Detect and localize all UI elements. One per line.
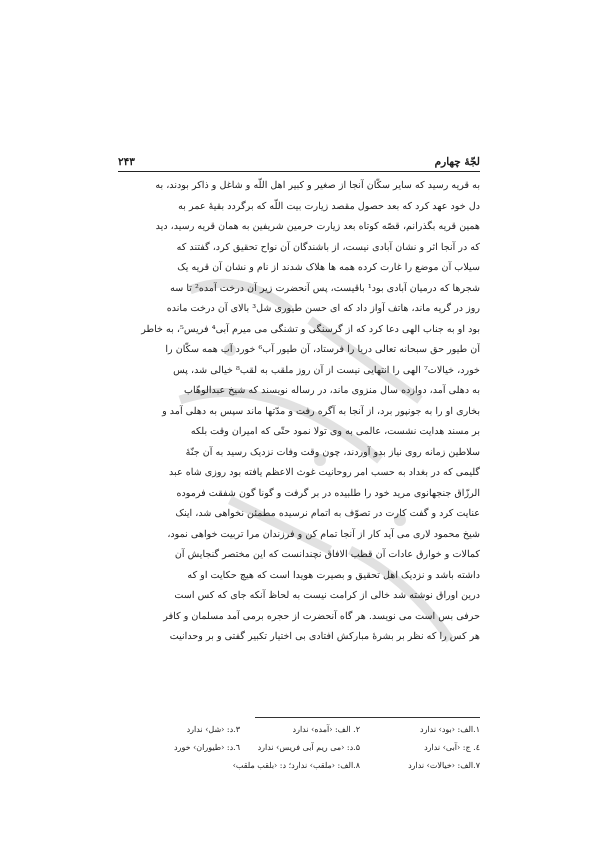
- header-rule: [118, 171, 480, 172]
- text-line: خورد، خیالات⁷ الهی را انتهایی نیست از آن روز ملقب به لقب⁸ خیالی شد، پس: [173, 364, 480, 376]
- text-line: سیلاب آن موضع را غارت کرده همه ها هلاک شدند از نام و نشان آن قریه یک: [177, 262, 480, 273]
- footnotes: [118, 721, 480, 775]
- text-line: گلیمی که در بغداد به حسب امر روحانیت غوث الاعظم یافته بود روزی شاه عبد: [169, 467, 480, 478]
- running-header: [118, 150, 480, 168]
- footnote-3: ۳.د: ‹شل› ندارد: [186, 725, 240, 734]
- text-line: سلاطین زمانه روی نیاز بدو آوردند، چون وقت وفات نزدیک رسید به آن جنّهٔ: [185, 446, 480, 458]
- body-text: [118, 176, 480, 648]
- text-line: درین اوراق نوشته شد خالی از کرامت نیست به لحاظ آنکه جای که کس است: [174, 590, 480, 601]
- footnote-8: ۸.الف: ‹ملقب› ندارد؛ د: ‹بلقب ملقب›: [232, 761, 360, 770]
- text-line: بخاری او را به جونپور برد، از آنجا به آگره رفت و مدّتها ماند سپس به دهلی آمد و: [162, 405, 480, 417]
- text-line: عنایت کرد و گفت کارت در تصوّف به اتمام نرسیده مطمئن نخواهی شد، اینک: [175, 508, 480, 519]
- text-line: به دهلی آمد، دوازده سال منزوی ماند، در رساله نویسند که شیخ عبدالوهّاب: [183, 385, 480, 396]
- text-line: همین قریه بگذرانم، قصّه کوتاه بعد زیارت حرمین شریفین به همان قریه رسید، دید: [155, 221, 480, 232]
- text-line: داشته باشد و نزدیک اهل تحقیق و بصیرت هویدا است که هیچ حکایت او که: [187, 569, 480, 581]
- footnote-1: ۱.الف: ‹بود› ندارد: [420, 725, 480, 734]
- text-line: شجرها که درمیان آبادی بود¹ باقیست، پس آنحضرت زیر آن درخت آمده² تا سه: [170, 282, 480, 294]
- text-line: روز در گریه ماند، هاتف آواز داد که ای حسن طیوری شل³ بالای آن درخت مانده: [166, 303, 480, 314]
- text-line: به قریه رسید که سایر سکّان آنجا از صغیر و کبیر اهل اللّه و شاغل و ذاکر بودند، به: [155, 180, 480, 191]
- footnote-row: [118, 757, 480, 775]
- footnote-6: ٦.د: ‹طیوران› خورد: [174, 743, 240, 752]
- text-line: بود او به جناب الهی دعا کرد که از گرسنگی و تشنگی می میرم آبی⁴ فریس⁵، به خاطر: [141, 323, 480, 335]
- footnote-4: ٤. ج: ‹آبی› ندارد: [424, 743, 480, 752]
- footnote-row: [118, 739, 480, 757]
- footnote-rule: [255, 717, 480, 718]
- footnote-row: [118, 721, 480, 739]
- footnote-5: ۵.د: ‹می ریم آبی فریس› ندارد: [257, 743, 360, 752]
- footnote-7: ۷.الف: ‹خیالات› ندارد: [408, 761, 480, 770]
- footnote-2: ۲. الف: ‹آمده› ندارد: [292, 725, 360, 734]
- text-line: آن طیور حق سبحانه تعالی دریا را فرستاد، آن طیور آب⁶ خورد آب همه سکّان را: [165, 344, 480, 355]
- text-line: هر کس را که نظر بر بشرهٔ مبارکش افتادی بی اختیار تکبیر گفتی و بر وحدانیت: [169, 631, 480, 642]
- text-line: حرفی بس است می نویسد. هر گاه آنحضرت از حجره برمی آمد مسلمان و کافر: [163, 610, 480, 622]
- page-number: ۲۴۳: [118, 156, 135, 168]
- chapter-title: لجّهٔ چهارم: [434, 156, 480, 168]
- text-line: الرزّاق جنجهانوی مرید خود را طلبیده در بر گرفت و گونا گون شفقت فرموده: [176, 487, 480, 499]
- text-line: بر مسند هدایت نشست، عالمی به وی تولا نمود حتّی که امیران وقت بلکه: [190, 426, 480, 437]
- text-line: شیخ محمود لاری می آید کار از آنجا تمام کن و فرزندان مرا تربیت خواهی نمود،: [167, 528, 480, 540]
- text-line: که در آنجا اثر و نشان آبادی نیست، از باشندگان آن نواح تحقیق کرد، گفتند که: [176, 241, 480, 253]
- text-line: دل خود عهد کرد که بعد حصول مقصد زیارت بیت اللّه که برگردد بقیهٔ عمر به: [178, 200, 480, 212]
- text-line: کمالات و خوارق عادات آن قطب الافاق نچندانست که این مختصر گنجایش آن: [174, 549, 480, 560]
